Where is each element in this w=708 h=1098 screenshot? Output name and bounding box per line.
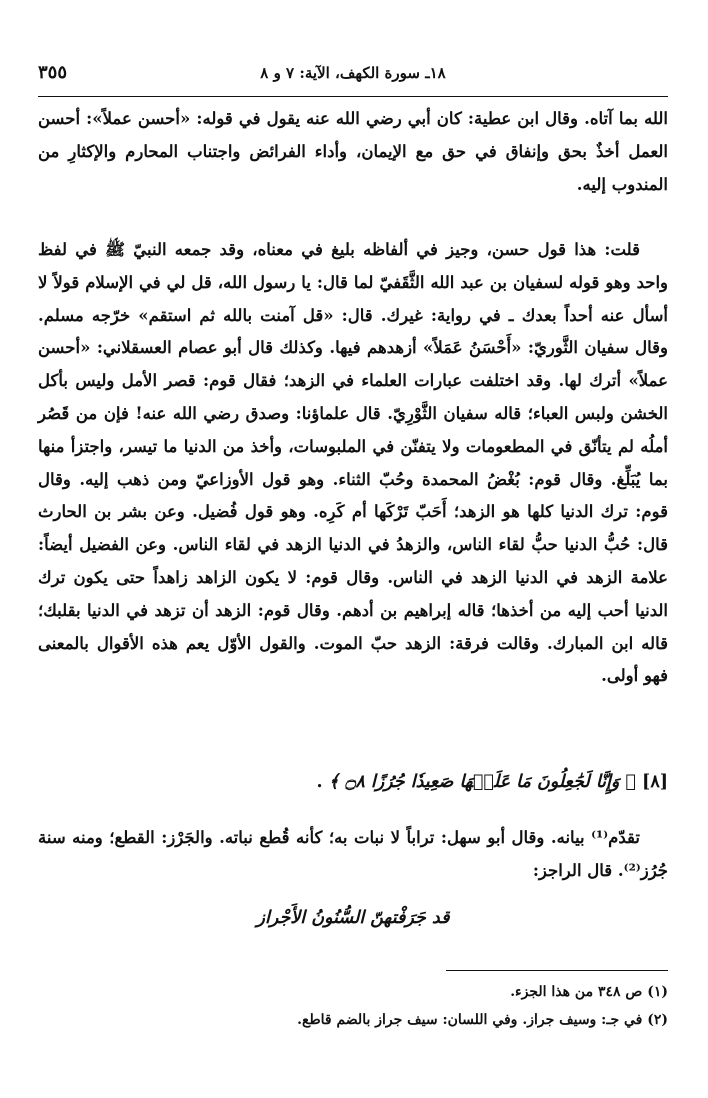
running-title: ١٨ـ سورة الكهف، الآية: ٧ و ٨ (260, 64, 446, 82)
verse-text: ﴿ وَإِنَّا لَجَٰعِلُونَ مَا عَلَيۡهَا صَعِيدٗا جُرُزًا ۝٨ ﴾ (328, 772, 636, 792)
paragraph-ibn-atiyya: الله بما آتاه. وقال ابن عطية: كان أبي رضي الله عنه يقول في قوله: «أحسن عملاً»: أحسن العمل أخذٌ بحق وإنفاق في حق مع الإيمان، وأداء الفرائض واجتناب المحارم والإكثارِ من المندوب إليه. (38, 109, 668, 194)
footnote-divider (446, 970, 668, 971)
footnote-1: (١) ص ٣٤٨ من هذا الجزء. (510, 984, 668, 1000)
paragraph-verse-explanation: تقدّم⁽¹⁾ بيانه. وقال أبو سهل: تراباً لا نبات به؛ كأنه قُطع نباته. والجَرْز: القطع؛ ومنه سنة جُرُز⁽²⁾. قال الراجز: (38, 828, 668, 880)
verse-end: . (316, 772, 323, 792)
poem-line: قد جَرَفْتهنّ السُّنُونُ الأَجْراز (256, 908, 450, 928)
header-divider (38, 96, 668, 97)
page-number: ٣٥٥ (38, 62, 68, 83)
quran-verse (38, 772, 668, 792)
footnote-2: (٢) في جـ: وسيف جراز. وفي اللسان: سيف جراز بالضم قاطع. (297, 1012, 668, 1028)
verse-number: [٨] (642, 772, 668, 792)
page-header (38, 62, 668, 94)
paragraph-commentary: قلت: هذا قول حسن، وجيز في ألفاظه بليغ في معناه، وقد جمعه النبيّ ﷺ في لفظ واحد وهو قوله لسفيان بن عبد الله الثَّقَفيّ لما قال: يا رسول الله، قل لي في الإسلام قولاً لا أسأل عنه أحداً بعدك ـ في رواية: غيرك. قال: «قل آمنت بالله ثم استقم» خرّجه مسلم. وقال سفيان الثَّوريّ: «أَحْسَنُ عَمَلاً» أزهدهم فيها. وكذلك قال أبو عصام العسقلاني: «أحسن عملاً» أترك لها. وقد اختلفت عبارات العلماء في الزهد؛ فقال قوم: قصر الأمل وليس بأكل الخشن ولبس العباء؛ قاله سفيان الثَّوْرِيّ. قال علماؤنا: وصدق رضي الله عنه! فإن من قَصُر أملُه لم يتأنّق في المطعومات ولا يتفنّن في الملبوسات، وأخذ من الدنيا ما تيسر، واجتزأ منها بما يُبَلِّغ. وقال قوم: بُغْضُ المحمدة وحُبّ الثناء. وهو قول الأوزاعيّ ومن ذهب إليه. وقال قوم: ترك الدنيا كلها هو الزهد؛ أَحَبّ تَرْكَها أم كَرِه. وهو قول فُضيل. وعن بشر بن الحارث قال: حُبُّ الدنيا حبُّ لقاء الناس، والزهدُ في الدنيا الزهد في لقاء الناس. وعن الفضيل أيضاً: علامة الزهد في الدنيا الزهد في الناس. وقال قوم: لا يكون الزاهد زاهداً حتى يكون ترك الدنيا أحب إليه من أخذها؛ قاله إبراهيم بن أدهم. وقال قوم: الزهد أن تزهد في الدنيا بقلبك؛ قاله ابن المبارك. وقالت فرقة: الزهد حبّ الموت. والقول الأوّل يعم هذه الأقوال بالمعنى فهو أولى. (38, 240, 668, 686)
